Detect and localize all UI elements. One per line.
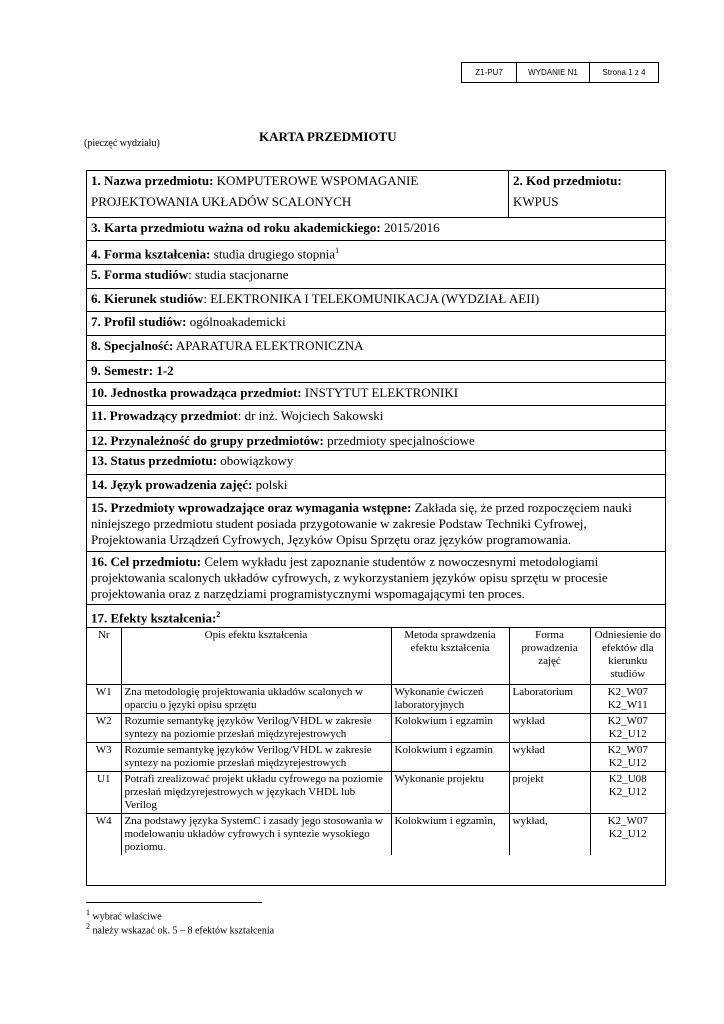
row-form: wykład xyxy=(509,714,590,743)
row-reference xyxy=(590,814,665,856)
unit-row xyxy=(87,383,665,406)
field-of-study-label: 6. Kierunek studiów xyxy=(91,291,204,306)
row-nr: W1 xyxy=(87,685,121,714)
row-reference-1: K2_W07 xyxy=(607,686,648,698)
footnote-1-mark: 1 xyxy=(86,908,90,917)
valid-from-label: 3. Karta przedmiotu ważna od roku akademickiego: xyxy=(91,220,381,235)
education-form-label: 4. Forma kształcenia: xyxy=(91,246,211,262)
row-form: projekt xyxy=(509,772,590,814)
footnote-2-mark: 2 xyxy=(86,922,90,931)
row-reference-1: K2_W07 xyxy=(607,815,648,827)
course-code-value: KWPUS xyxy=(513,194,559,209)
header-description: Opis efektu kształcenia xyxy=(121,628,391,685)
header-reference: Odniesienie do efektów dla kierunku studiów xyxy=(590,628,665,685)
footnote-1 xyxy=(86,908,162,922)
lecturer-row xyxy=(87,406,665,431)
prerequisites-value: Zakłada się, że przed rozpoczęciem nauki niniejszego przedmiotu student posiada przygotowanie w zakresie Podstaw Techniki Cyfrowej, Projektowania Urządzeń Cyfrowych, Języków Opisu Sprzętu oraz języków programowania. xyxy=(91,500,632,547)
row-reference-1: K2_W07 xyxy=(607,744,648,756)
course-card-form xyxy=(86,170,666,886)
document-header-table xyxy=(461,62,659,83)
course-status-label: 13. Status przedmiotu: xyxy=(91,453,218,468)
table-row xyxy=(87,714,665,743)
page-number: Strona 1 z 4 xyxy=(590,63,659,83)
row-method: Kolokwium i egzamin xyxy=(391,743,509,772)
prerequisites-row xyxy=(87,498,665,552)
course-group-row xyxy=(87,431,665,451)
footnote-ref-1: 1 xyxy=(335,246,340,255)
row-description: Potrafi zrealizować projekt układu cyfrowego na poziomie przesłań międzyrejestrowych w językach VHDL lub Verilog xyxy=(121,772,391,814)
row-method: Wykonanie projektu xyxy=(391,772,509,814)
row-description: Zna metodologię projektowania układów scalonych w oparciu o języki opisu sprzętu xyxy=(121,685,391,714)
specialization-label: 8. Specjalność: xyxy=(91,338,174,353)
row-form: wykład xyxy=(509,743,590,772)
row-reference xyxy=(590,743,665,772)
study-form-row xyxy=(87,265,665,289)
header-method: Metoda sprawdzenia efektu kształcenia xyxy=(391,628,509,685)
faculty-stamp-label: (pieczęć wydziału) xyxy=(84,138,160,149)
row-reference xyxy=(590,685,665,714)
footnote-ref-2: 2 xyxy=(216,610,221,619)
education-form-row xyxy=(87,241,665,265)
row-method: Wykonanie ćwiczeń laboratoryjnych xyxy=(391,685,509,714)
lecturer-value: : dr inż. Wojciech Sakowski xyxy=(237,408,384,423)
row-reference-2: K2_U12 xyxy=(608,757,647,769)
course-name-value-line2: PROJEKTOWANIA UKŁADÓW SCALONYCH xyxy=(91,194,352,209)
semester-label: 9. Semestr: 1-2 xyxy=(91,363,174,378)
study-profile-label: 7. Profil studiów: xyxy=(91,314,187,329)
document-code: Z1-PU7 xyxy=(462,63,517,83)
course-goal-row xyxy=(87,552,665,605)
learning-outcomes-label: 17. Efekty kształcenia: xyxy=(91,610,217,626)
course-goal-value: Celem wykładu jest zapoznanie studentów z nowoczesnymi metodologiami projektowania scalonych układów cyfrowych, z wykorzystaniem języków opisu sprzętu w procesie projektowania oraz z narzędziami programistycznymi wspomagającymi ten proces. xyxy=(91,554,608,601)
unit-label: 10. Jednostka prowadząca przedmiot: xyxy=(91,385,302,400)
learning-outcomes-row xyxy=(87,605,665,628)
table-row xyxy=(87,743,665,772)
lecturer-label: 11. Prowadzący przedmiot xyxy=(91,408,238,423)
row-reference-2: K2_U12 xyxy=(608,728,647,740)
footnote-divider xyxy=(86,902,262,903)
document-edition: WYDANIE N1 xyxy=(517,63,590,83)
row-description: Zna podstawy języka SystemC i zasady jego stosowania w modelowaniu układów cyfrowych i syntezie wysokiego poziomu. xyxy=(121,814,391,856)
row-nr: U1 xyxy=(87,772,121,814)
course-name-label: 1. Nazwa przedmiotu: xyxy=(91,173,214,188)
valid-from-row xyxy=(87,218,665,241)
course-status-value: obowiązkowy xyxy=(220,453,294,468)
semester-row xyxy=(87,361,665,383)
language-label: 14. Język prowadzenia zajęć: xyxy=(91,477,253,492)
row-form: wykład, xyxy=(509,814,590,856)
row-reference-2: K2_U12 xyxy=(608,828,647,840)
study-profile-value: ogólnoakademicki xyxy=(189,314,286,329)
prerequisites-label: 15. Przedmioty wprowadzające oraz wymagania wstępne: xyxy=(91,500,412,515)
row-description: Rozumie semantykę języków Verilog/VHDL w zakresie syntezy na poziomie przesłań międzyrejestrowych xyxy=(121,743,391,772)
study-form-value: : studia stacjonarne xyxy=(188,267,289,282)
row-reference xyxy=(590,772,665,814)
row-reference-1: K2_W07 xyxy=(607,715,648,727)
specialization-value: APARATURA ELEKTRONICZNA xyxy=(175,338,364,353)
footnote-2 xyxy=(86,922,274,936)
learning-outcomes-table xyxy=(87,628,665,855)
course-code-label: 2. Kod przedmiotu: xyxy=(513,173,622,188)
study-form-label: 5. Forma studiów xyxy=(91,267,189,282)
row-reference-1: K2_U08 xyxy=(608,773,647,785)
field-of-study-value: : ELEKTRONIKA I TELEKOMUNIKACJA (WYDZIAŁ AEII) xyxy=(203,291,540,306)
row-form: Laboratorium xyxy=(509,685,590,714)
row-reference-2: K2_W11 xyxy=(607,699,648,711)
row-reference-2: K2_U12 xyxy=(608,786,647,798)
language-row xyxy=(87,475,665,498)
row-nr: W2 xyxy=(87,714,121,743)
course-status-row xyxy=(87,451,665,475)
row-method: Kolokwium i egzamin, xyxy=(391,814,509,856)
study-profile-row xyxy=(87,312,665,336)
row-method: Kolokwium i egzamin xyxy=(391,714,509,743)
course-group-value: przedmioty specjalnościowe xyxy=(327,433,475,448)
footnote-2-text: należy wskazać ok. 5 – 8 efektów kształcenia xyxy=(92,925,275,937)
education-form-value: studia drugiego stopnia xyxy=(213,246,336,262)
course-goal-label: 16. Cel przedmiotu: xyxy=(91,554,202,569)
valid-from-value: 2015/2016 xyxy=(383,220,440,235)
header-form: Forma prowadzenia zajęć xyxy=(509,628,590,685)
row-nr: W4 xyxy=(87,814,121,856)
page-title: KARTA PRZEDMIOTU xyxy=(259,129,397,144)
table-header-row xyxy=(87,628,665,685)
row-nr: W3 xyxy=(87,743,121,772)
course-name-value-line1: KOMPUTEROWE WSPOMAGANIE xyxy=(216,173,419,188)
table-row xyxy=(87,814,665,856)
field-of-study-row xyxy=(87,289,665,312)
unit-value: INSTYTUT ELEKTRONIKI xyxy=(304,385,459,400)
row-description: Rozumie semantykę języków Verilog/VHDL w zakresie syntezy na poziomie przesłań międzyrejestrowych xyxy=(121,714,391,743)
header-nr: Nr xyxy=(87,628,121,685)
language-value: polski xyxy=(255,477,288,492)
row-reference xyxy=(590,714,665,743)
footnote-1-text: wybrać właściwe xyxy=(92,911,162,923)
course-group-label: 12. Przynależność do grupy przedmiotów: xyxy=(91,433,324,448)
table-row xyxy=(87,772,665,814)
course-name-row xyxy=(87,171,665,218)
table-row xyxy=(87,685,665,714)
specialization-row xyxy=(87,336,665,361)
course-code-cell xyxy=(509,171,626,212)
